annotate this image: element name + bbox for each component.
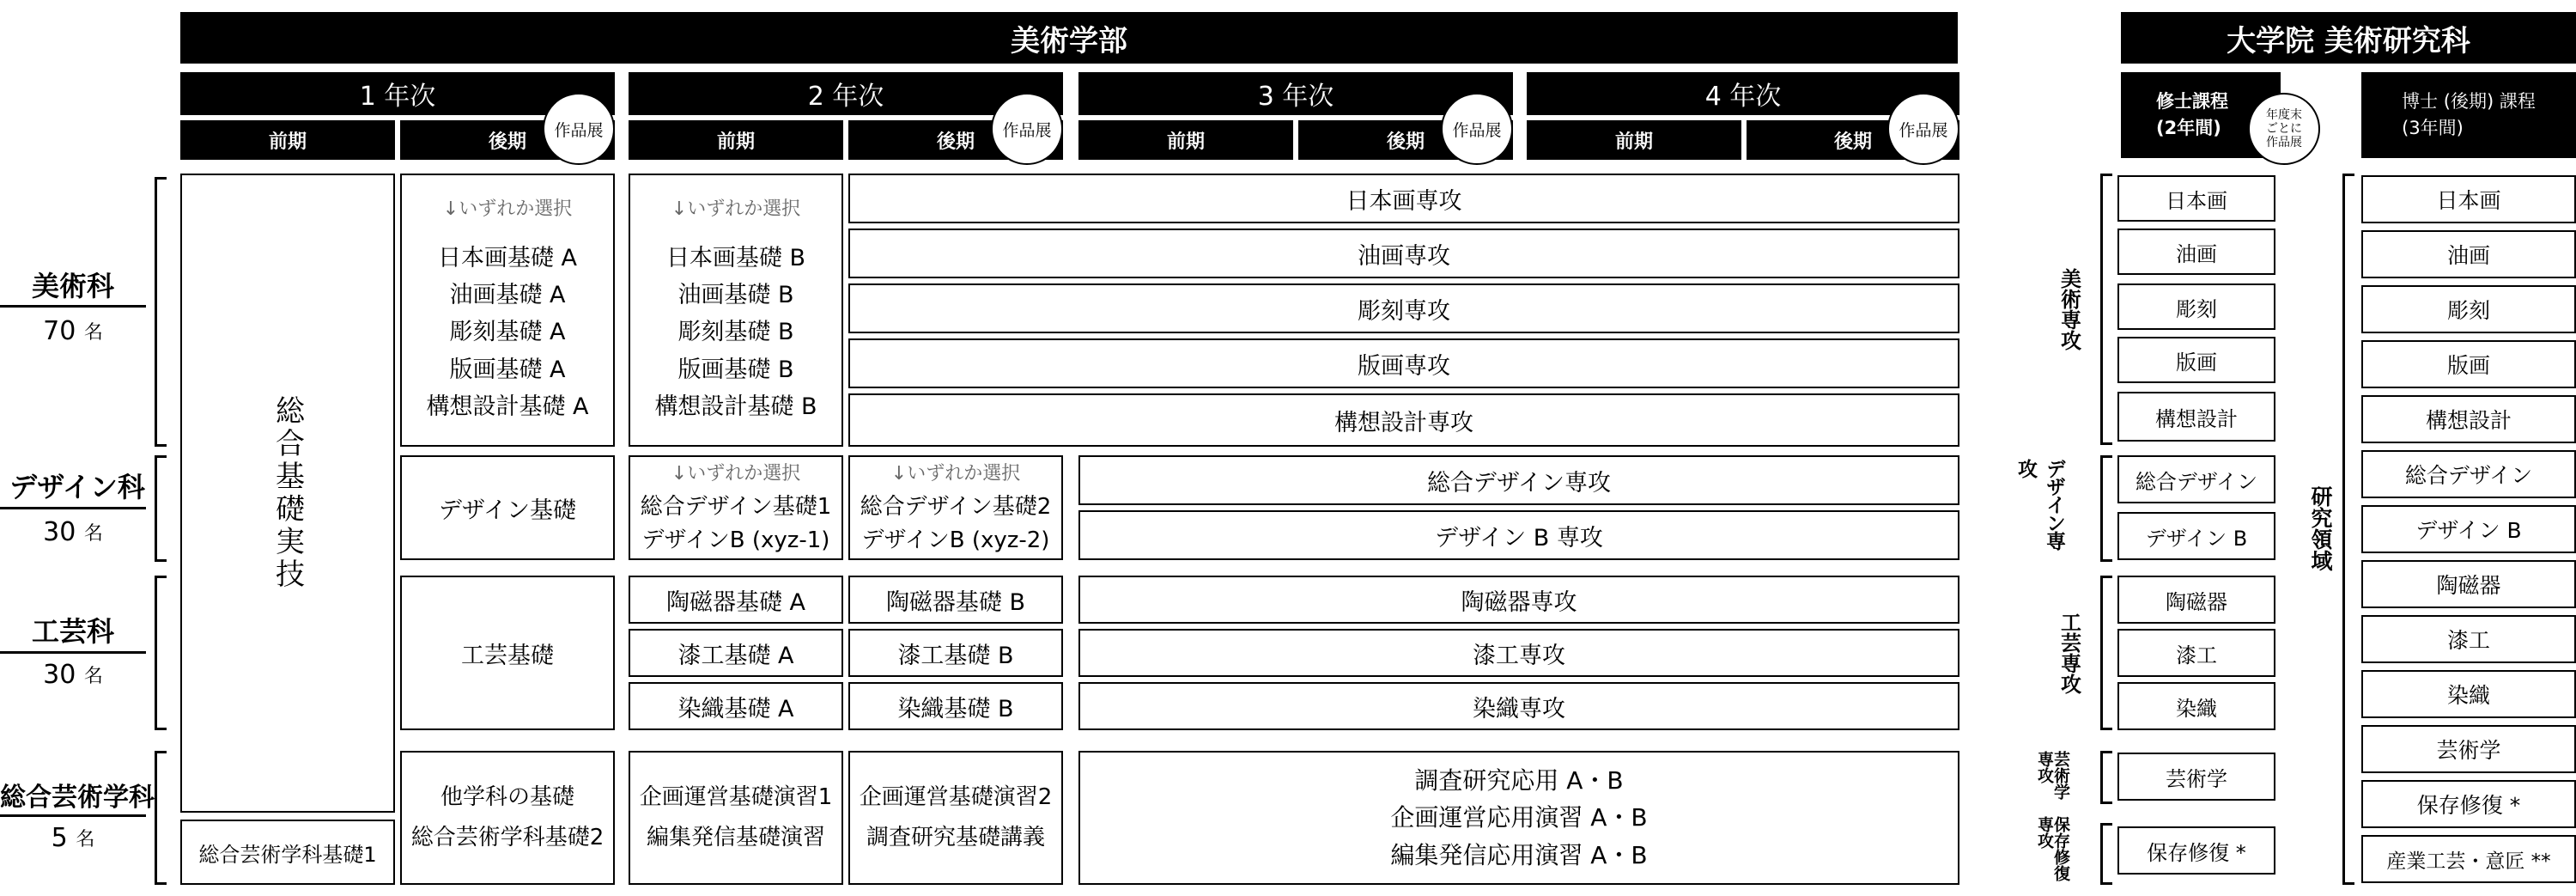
undergrad-title: 美術学部 [1011, 23, 1127, 58]
y3-zenki: 前期 [1078, 120, 1293, 160]
design-y2-zenki: ↓いずれか選択 総合デザイン基礎1 デザインB (xyz-1) [629, 455, 843, 560]
dept-kogei-count: 30 名 [43, 659, 103, 690]
y2-kouki: 後期 [848, 120, 1063, 160]
master-course-header: 修士課程 (2年間) [2121, 72, 2281, 158]
doctor-item-koso-sekkei: 構想設計 [2361, 395, 2576, 443]
doctor-item-chokoku: 彫刻 [2361, 285, 2576, 333]
bijutsu-y2-zenki: ↓いずれか選択 日本画基礎 B 油画基礎 B 彫刻基礎 B 版画基礎 B 構想設計基礎 B [629, 174, 843, 447]
kogei-y2b-tojiki: 陶磁器基礎 B [848, 576, 1063, 624]
bijutsu-y1-kouki: ↓いずれか選択 日本画基礎 A 油画基礎 A 彫刻基礎 A 版画基礎 A 構想設計基礎 A [400, 174, 615, 447]
master-item-chokoku: 彫刻 [2117, 283, 2275, 330]
doctor-item-geijutsugaku: 芸術学 [2361, 725, 2576, 773]
sogo-y2-zenki: 企画運営基礎演習1 編集発信基礎演習 [629, 751, 843, 885]
y4-kouki: 後期 [1747, 120, 1959, 160]
dept-sogo-count: 5 名 [51, 822, 95, 853]
master-exhibition-circle: 年度末 ごとに 作品展 [2248, 93, 2320, 165]
doctor-item-nihonga: 日本画 [2361, 175, 2576, 223]
major-chokoku: 彫刻専攻 [848, 283, 1959, 333]
master-item-shikko: 漆工 [2117, 629, 2275, 677]
y1-kouki: 後期 [400, 120, 615, 160]
master-item-yuga: 油画 [2117, 229, 2275, 275]
design-y2-kouki: ↓いずれか選択 総合デザイン基礎2 デザインB (xyz-2) [848, 455, 1063, 560]
master-item-tojiki: 陶磁器 [2117, 576, 2275, 624]
major-sogo-design: 総合デザイン専攻 [1078, 455, 1959, 505]
dept-design-count: 30 名 [43, 516, 103, 547]
dept-design-name: デザイン科 [9, 471, 145, 503]
master-item-senshoku: 染織 [2117, 682, 2275, 730]
kogei-y2b-senshoku: 染織基礎 B [848, 682, 1063, 730]
y4-zenki: 前期 [1527, 120, 1741, 160]
y2-zenki: 前期 [629, 120, 843, 160]
dept-sogo-name: 総合芸術学科 [0, 783, 155, 813]
master-group-geijutsu: 芸術学専攻 [2035, 751, 2070, 800]
doctor-item-hozon: 保存修復 * [2361, 780, 2576, 828]
doctor-course-header: 博士 (後期) 課程 (3年間) [2361, 72, 2576, 158]
master-group-design: デザイン専攻 [2014, 459, 2065, 549]
year1-header: 1 年次 [180, 72, 615, 115]
doctor-item-tojiki: 陶磁器 [2361, 560, 2576, 608]
major-design-b: デザイン B 専攻 [1078, 510, 1959, 560]
y3-kouki: 後期 [1298, 120, 1513, 160]
doctor-item-hanga: 版画 [2361, 340, 2576, 388]
kogei-y2b-shikko: 漆工基礎 B [848, 629, 1063, 677]
master-item-design-b: デザイン B [2117, 512, 2275, 560]
major-shikko: 漆工専攻 [1078, 629, 1959, 677]
master-item-hanga: 版画 [2117, 337, 2275, 383]
major-senshoku: 染織専攻 [1078, 682, 1959, 730]
doctor-item-sangyo-kogei: 産業工芸・意匠 ** [2361, 835, 2576, 883]
graduate-title: 大学院 美術研究科 [2227, 23, 2470, 58]
graduate-header [2121, 12, 2576, 64]
y1-zenki: 前期 [180, 120, 395, 160]
dept-kogei-name: 工芸科 [31, 615, 114, 648]
master-item-koso-sekkei: 構想設計 [2117, 392, 2275, 442]
major-yuga: 油画専攻 [848, 229, 1959, 278]
master-item-geijutsugaku: 芸術学 [2117, 753, 2275, 801]
undergrad-header [180, 12, 1958, 64]
master-group-hozon: 保存修復専攻 [2035, 816, 2070, 881]
master-item-sogo-design: 総合デザイン [2117, 455, 2275, 503]
major-hanga: 版画専攻 [848, 338, 1959, 388]
dept-bijutsu-name: 美術科 [31, 270, 114, 302]
major-nihonga: 日本画専攻 [848, 174, 1959, 223]
kogei-y2a-shikko: 漆工基礎 A [629, 629, 843, 677]
doctor-research-label: 研究領域 [2308, 485, 2333, 571]
master-group-kogei: 工芸専攻 [2057, 612, 2081, 694]
doctor-item-senshoku: 染織 [2361, 670, 2576, 718]
kogei-y2a-tojiki: 陶磁器基礎 A [629, 576, 843, 624]
master-item-hozon: 保存修復 * [2117, 826, 2275, 875]
master-group-bijutsu: 美術専攻 [2057, 268, 2081, 350]
doctor-item-sogo-design: 総合デザイン [2361, 450, 2576, 498]
exhibition-circle-y2: 作品展 [991, 93, 1063, 165]
year4-header: 4 年次 [1527, 72, 1959, 115]
dept-bijutsu-count: 70 名 [43, 315, 103, 346]
sogo-y1-kouki: 他学科の基礎 総合芸術学科基礎2 [400, 751, 615, 885]
sogo-kiso-jitsugi: 総合基礎実技 [180, 174, 395, 813]
year2-header: 2 年次 [629, 72, 1063, 115]
exhibition-circle-y1: 作品展 [543, 93, 615, 165]
major-tojiki: 陶磁器専攻 [1078, 576, 1959, 624]
year3-header: 3 年次 [1078, 72, 1513, 115]
sogo-y2-kouki: 企画運営基礎演習2 調査研究基礎講義 [848, 751, 1063, 885]
major-sogo-geijutsu: 調査研究応用 A・B 企画運営応用演習 A・B 編集発信応用演習 A・B [1078, 751, 1959, 885]
doctor-item-design-b: デザイン B [2361, 505, 2576, 553]
kogei-y2a-senshoku: 染織基礎 A [629, 682, 843, 730]
design-y1-kouki: デザイン基礎 [400, 455, 615, 560]
exhibition-circle-y3: 作品展 [1441, 93, 1513, 165]
kogei-y1-kouki: 工芸基礎 [400, 576, 615, 730]
master-item-nihonga: 日本画 [2117, 175, 2275, 222]
doctor-item-yuga: 油画 [2361, 230, 2576, 278]
doctor-item-shikko: 漆工 [2361, 615, 2576, 663]
major-koso-sekkei: 構想設計専攻 [848, 393, 1959, 447]
exhibition-circle-y4: 作品展 [1887, 93, 1959, 165]
sogo-gakka-kiso1: 総合芸術学科基礎1 [180, 820, 395, 885]
